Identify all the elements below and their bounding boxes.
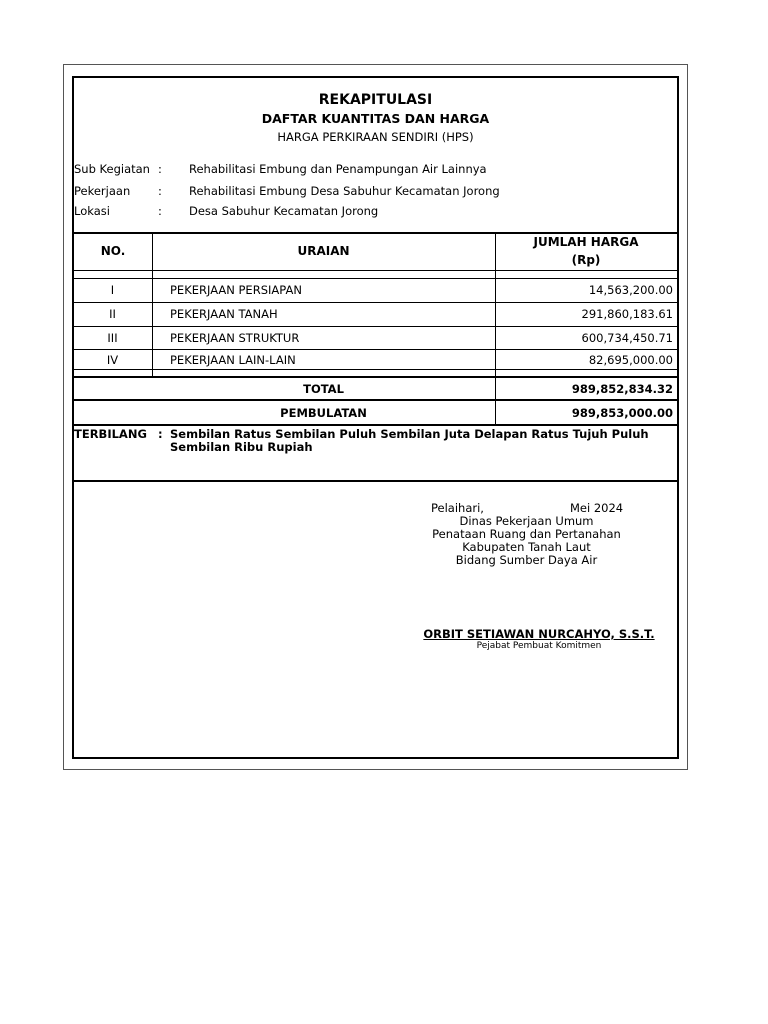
table-row-desc: PEKERJAAN PERSIAPAN: [170, 283, 302, 297]
row-divider: [74, 369, 677, 370]
terbilang-label: TERBILANG: [74, 427, 147, 441]
signature-date: Mei 2024: [570, 501, 624, 515]
signatory-name: ORBIT SETIAWAN NURCAHYO, S.S.T.: [423, 627, 655, 641]
header-bottom-border: [74, 270, 677, 271]
row-divider: [74, 349, 677, 350]
table-row-value: 14,563,200.00: [588, 283, 673, 297]
table-row-desc: PEKERJAAN TANAH: [170, 307, 278, 321]
table-row-value: 600,734,450.71: [581, 331, 673, 345]
rounding-value: 989,853,000.00: [571, 406, 673, 420]
header-currency: (Rp): [571, 253, 601, 267]
row-divider: [74, 278, 677, 279]
sub-kegiatan-value: Rehabilitasi Embung dan Penampungan Air Lainnya: [189, 162, 487, 176]
table-row-desc: PEKERJAAN LAIN-LAIN: [170, 353, 296, 367]
document: [72, 76, 679, 759]
document-subtitle: DAFTAR KUANTITAS DAN HARGA: [261, 111, 490, 126]
row-divider: [74, 326, 677, 327]
document-subtitle-hps: HARGA PERKIRAAN SENDIRI (HPS): [277, 130, 474, 144]
signature-agency-line1: Dinas Pekerjaan Umum: [459, 514, 594, 528]
table-row-no: IV: [106, 353, 119, 367]
pekerjaan-colon: :: [158, 184, 162, 198]
signature-city: Pelaihari,: [431, 501, 484, 515]
rounding-label: PEMBULATAN: [280, 406, 367, 420]
header-uraian: URAIAN: [297, 244, 350, 258]
rounding-top-border: [74, 399, 677, 401]
table-row-value: 291,860,183.61: [581, 307, 673, 321]
total-label: TOTAL: [303, 382, 344, 396]
signature-agency-line2: Penataan Ruang dan Pertanahan: [432, 527, 621, 541]
row-divider: [74, 302, 677, 303]
table-row-no: III: [107, 331, 118, 345]
table-row-value: 82,695,000.00: [588, 353, 673, 367]
pekerjaan-label: Pekerjaan: [74, 184, 131, 198]
header-jumlah-harga: JUMLAH HARGA: [533, 235, 639, 249]
total-value: 989,852,834.32: [571, 382, 673, 396]
terbilang-text-line2: Sembilan Ribu Rupiah: [170, 440, 313, 454]
signature-agency-line4: Bidang Sumber Daya Air: [455, 553, 598, 567]
signatory-role: Pejabat Pembuat Komitmen: [476, 641, 602, 651]
signature-top-border: [74, 480, 677, 482]
total-top-border: [74, 376, 677, 378]
terbilang-top-border: [74, 424, 677, 426]
table-row-no: I: [110, 283, 115, 297]
sub-kegiatan-label: Sub Kegiatan: [74, 162, 150, 176]
lokasi-colon: :: [158, 204, 162, 218]
document-title: REKAPITULASI: [318, 92, 433, 108]
terbilang-colon: :: [158, 427, 163, 441]
pekerjaan-value: Rehabilitasi Embung Desa Sabuhur Kecamatan Jorong: [189, 184, 500, 198]
lokasi-label: Lokasi: [74, 204, 110, 218]
lokasi-value: Desa Sabuhur Kecamatan Jorong: [189, 204, 379, 218]
table-top-border: [74, 232, 677, 234]
table-row-desc: PEKERJAAN STRUKTUR: [170, 331, 300, 345]
signature-agency-line3: Kabupaten Tanah Laut: [462, 540, 591, 554]
terbilang-text-line1: Sembilan Ratus Sembilan Puluh Sembilan Juta Delapan Ratus Tujuh Puluh: [170, 427, 649, 441]
table-row-no: II: [109, 307, 116, 321]
sub-kegiatan-colon: :: [158, 162, 162, 176]
header-no: NO.: [100, 244, 126, 258]
